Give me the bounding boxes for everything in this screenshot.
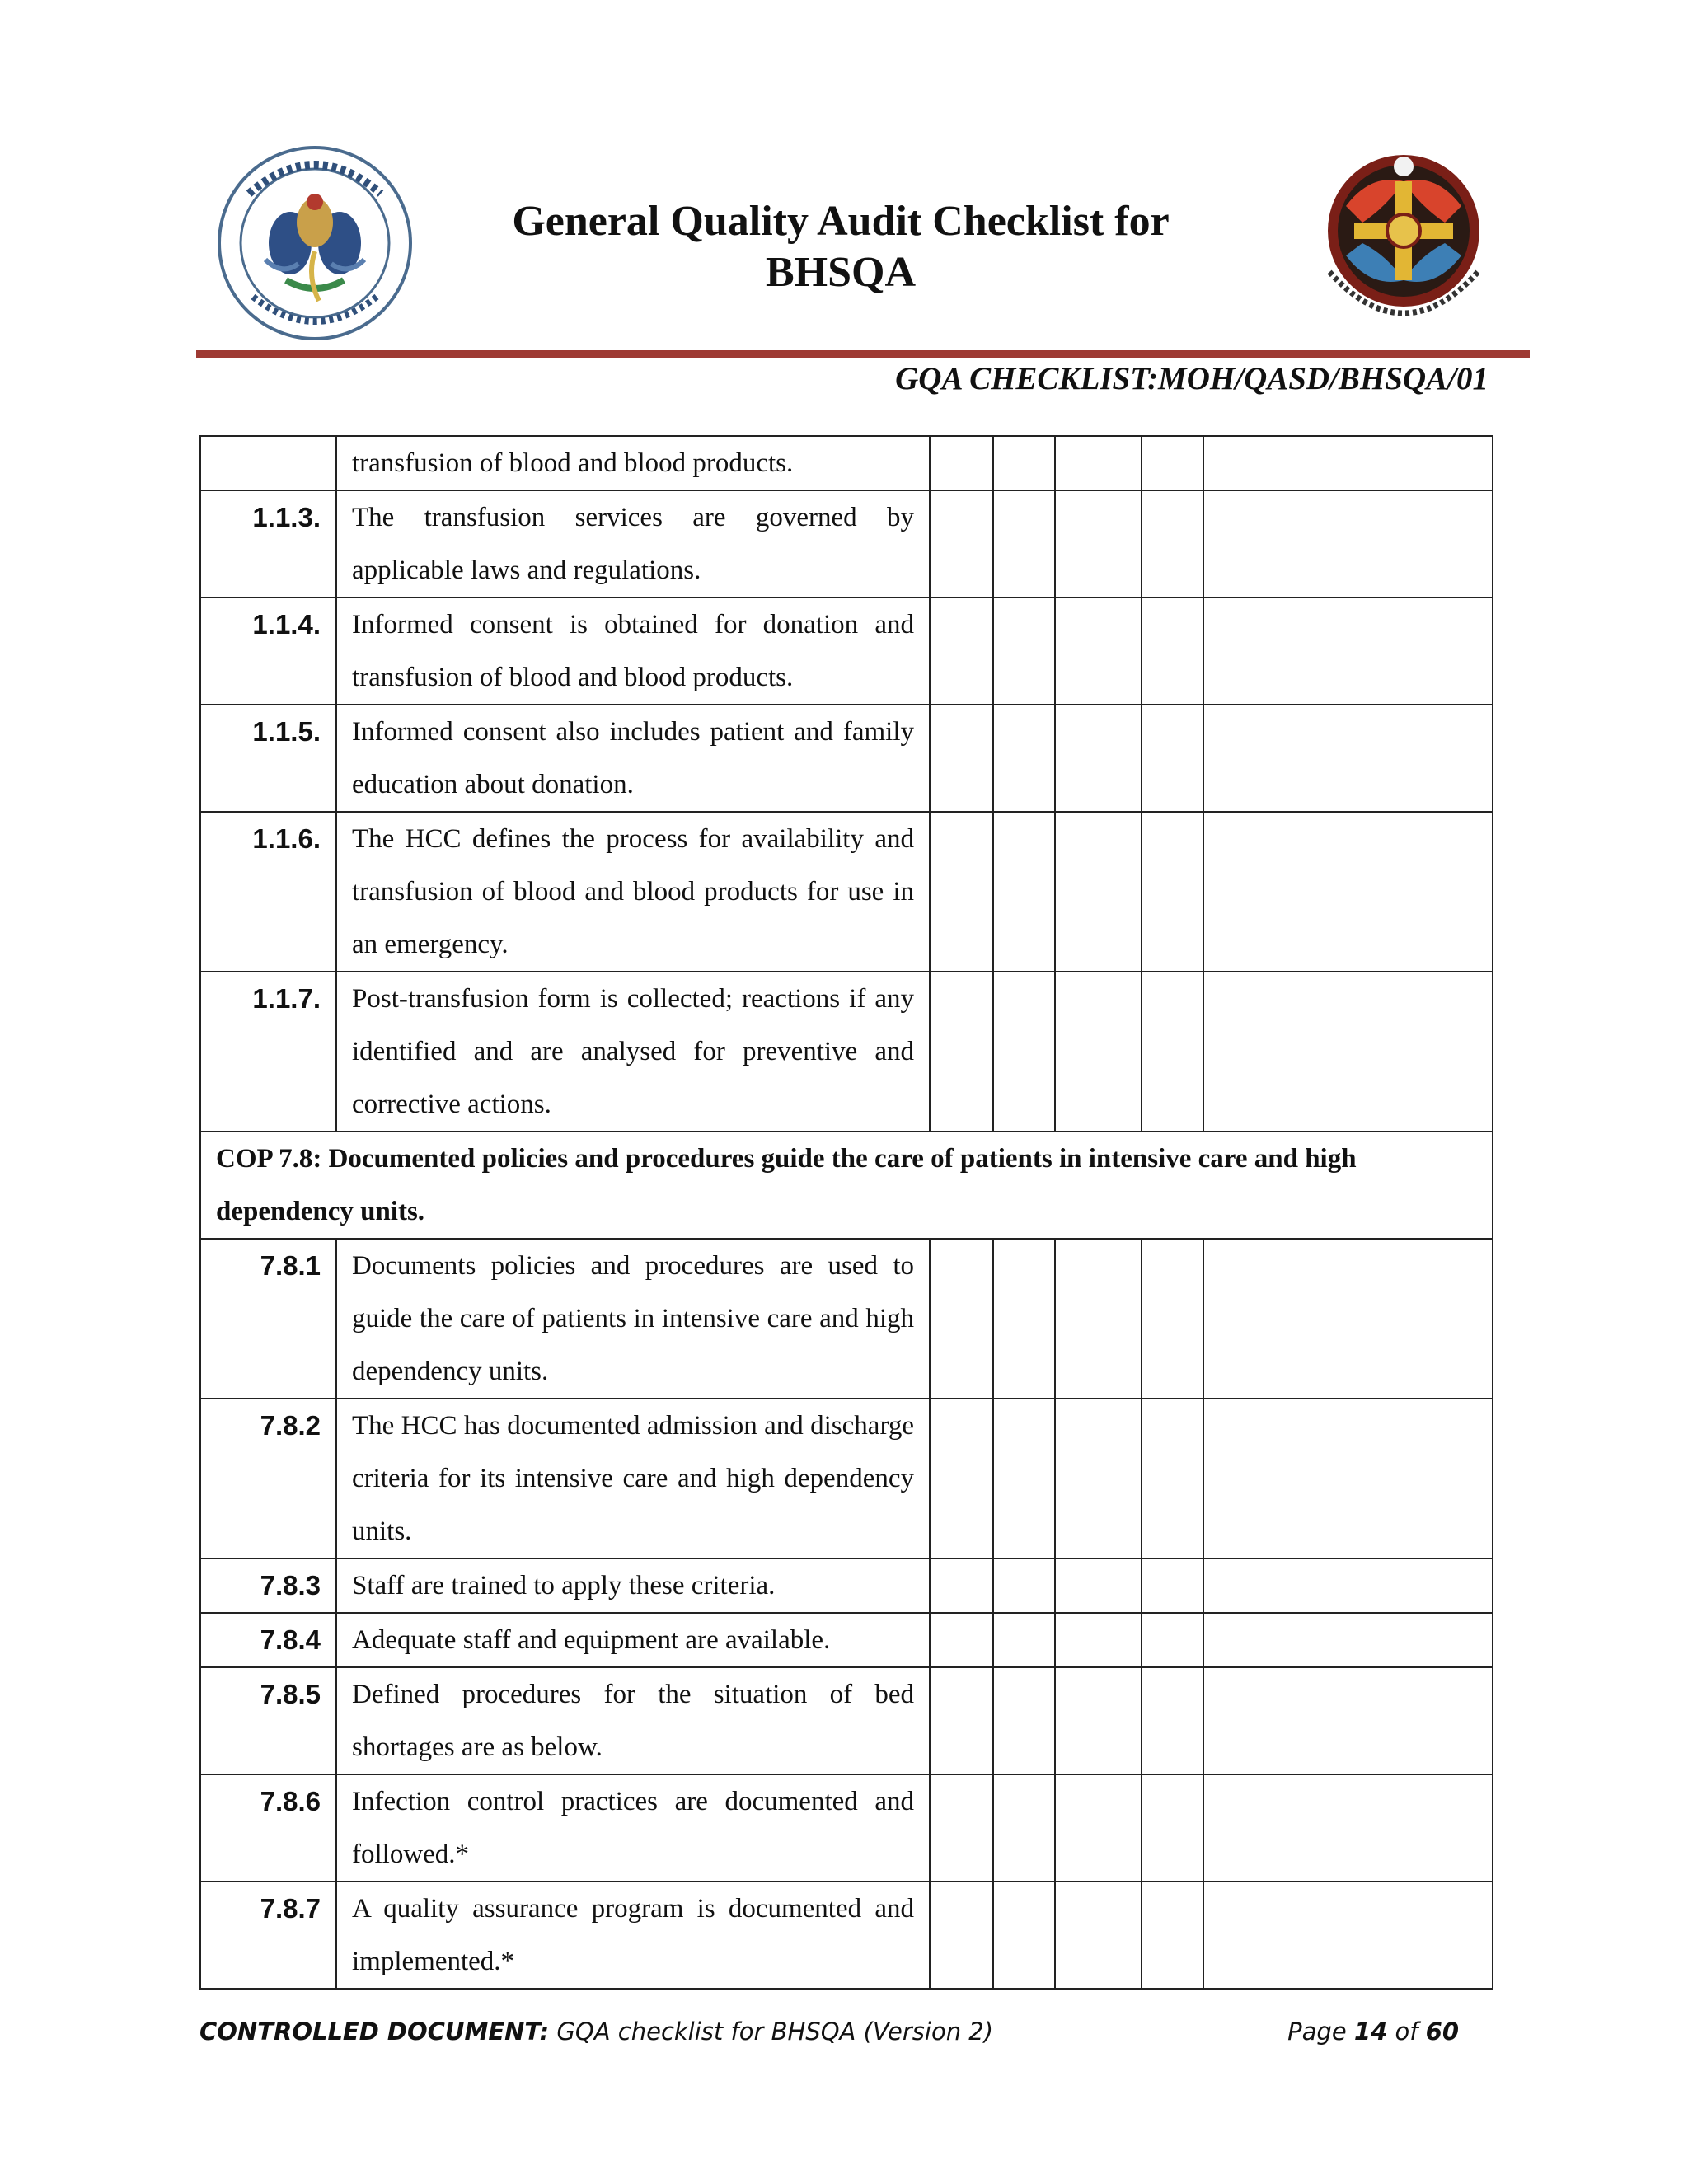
response-cell[interactable]: [993, 1399, 1055, 1558]
response-cell[interactable]: [993, 812, 1055, 972]
item-number: 1.1.7.: [200, 972, 336, 1132]
page-indicator: [1287, 2011, 1459, 2052]
response-cell[interactable]: [930, 1558, 993, 1613]
item-text: Informed consent also includes patient and family education about donation.: [336, 705, 930, 812]
response-cell[interactable]: [1055, 972, 1142, 1132]
item-text: Post-transfusion form is collected; reactions if any identified and are analysed for preventive and corrective actions.: [336, 972, 930, 1132]
item-number: 7.8.2: [200, 1399, 336, 1558]
response-cell[interactable]: [1203, 705, 1493, 812]
table-row: [200, 705, 1493, 812]
response-cell[interactable]: [993, 490, 1055, 598]
response-cell[interactable]: [993, 705, 1055, 812]
response-cell[interactable]: [1055, 436, 1142, 490]
checklist-table-body: [200, 436, 1493, 1989]
table-row: [200, 1882, 1493, 1989]
item-text: Informed consent is obtained for donation and transfusion of blood and blood products.: [336, 598, 930, 705]
item-number: 1.1.3.: [200, 490, 336, 598]
response-cell[interactable]: [1203, 1558, 1493, 1613]
header-divider-rule: [196, 350, 1530, 358]
page-number: 14: [1353, 2018, 1388, 2046]
response-cell[interactable]: [1203, 1882, 1493, 1989]
response-cell[interactable]: [1203, 1774, 1493, 1882]
table-row: [200, 1667, 1493, 1774]
response-cell[interactable]: [930, 598, 993, 705]
table-row: [200, 436, 1493, 490]
response-cell[interactable]: [1203, 490, 1493, 598]
response-cell[interactable]: [1055, 1774, 1142, 1882]
table-row: [200, 1774, 1493, 1882]
response-cell[interactable]: [930, 1667, 993, 1774]
response-cell[interactable]: [1142, 705, 1203, 812]
item-number: 7.8.7: [200, 1882, 336, 1989]
document-title: [445, 196, 1236, 298]
response-cell[interactable]: [1055, 1399, 1142, 1558]
response-cell[interactable]: [930, 1613, 993, 1667]
response-cell[interactable]: [1203, 598, 1493, 705]
response-cell[interactable]: [1203, 1399, 1493, 1558]
response-cell[interactable]: [993, 1882, 1055, 1989]
response-cell[interactable]: [1142, 812, 1203, 972]
response-cell[interactable]: [1055, 1667, 1142, 1774]
response-cell[interactable]: [993, 1239, 1055, 1399]
response-cell[interactable]: [1142, 1613, 1203, 1667]
table-row: [200, 490, 1493, 598]
response-cell[interactable]: [930, 1239, 993, 1399]
response-cell[interactable]: [1142, 1882, 1203, 1989]
response-cell[interactable]: [930, 705, 993, 812]
table-row: [200, 1399, 1493, 1558]
item-text: Infection control practices are documented and followed.*: [336, 1774, 930, 1882]
response-cell[interactable]: [993, 1613, 1055, 1667]
item-text: The transfusion services are governed by applicable laws and regulations.: [336, 490, 930, 598]
item-number: [200, 436, 336, 490]
response-cell[interactable]: [1142, 972, 1203, 1132]
response-cell[interactable]: [1142, 598, 1203, 705]
controlled-document-label: CONTROLLED DOCUMENT:: [199, 2018, 550, 2046]
response-cell[interactable]: [1142, 436, 1203, 490]
footer-document-info: [199, 2011, 993, 2052]
item-number: 7.8.5: [200, 1667, 336, 1774]
response-cell[interactable]: [1203, 1667, 1493, 1774]
table-row: [200, 598, 1493, 705]
item-text: transfusion of blood and blood products.: [336, 436, 930, 490]
item-number: 7.8.6: [200, 1774, 336, 1882]
item-number: 7.8.1: [200, 1239, 336, 1399]
response-cell[interactable]: [1055, 598, 1142, 705]
response-cell[interactable]: [1142, 1667, 1203, 1774]
response-cell[interactable]: [930, 436, 993, 490]
response-cell[interactable]: [1055, 1239, 1142, 1399]
item-text: Staff are trained to apply these criteria.: [336, 1558, 930, 1613]
response-cell[interactable]: [993, 436, 1055, 490]
item-number: 7.8.4: [200, 1613, 336, 1667]
response-cell[interactable]: [1142, 1239, 1203, 1399]
response-cell[interactable]: [1203, 812, 1493, 972]
footer-document-name: GQA checklist for BHSQA (Version 2): [556, 2018, 994, 2046]
response-cell[interactable]: [1055, 1613, 1142, 1667]
ministry-seal-logo: [216, 144, 414, 342]
table-row: [200, 972, 1493, 1132]
item-text: The HCC has documented admission and discharge criteria for its intensive care and high dependency units.: [336, 1399, 930, 1558]
table-row: [200, 1558, 1493, 1613]
section-header-row: [200, 1132, 1493, 1239]
item-text: The HCC defines the process for availability and transfusion of blood and blood products for use in an emergency.: [336, 812, 930, 972]
item-number: 1.1.4.: [200, 598, 336, 705]
table-row: [200, 812, 1493, 972]
page-total: 60: [1425, 2018, 1459, 2046]
response-cell[interactable]: [930, 972, 993, 1132]
item-text: Documents policies and procedures are used to guide the care of patients in intensive care and high dependency units.: [336, 1239, 930, 1399]
response-cell[interactable]: [1055, 705, 1142, 812]
response-cell[interactable]: [1142, 490, 1203, 598]
item-number: 1.1.5.: [200, 705, 336, 812]
section-header-text: COP 7.8: Documented policies and procedures guide the care of patients in intensive care and high dependency units.: [200, 1132, 1493, 1239]
of-word: of: [1395, 2018, 1418, 2046]
response-cell[interactable]: [1055, 1882, 1142, 1989]
response-cell[interactable]: [1203, 1613, 1493, 1667]
response-cell[interactable]: [930, 1882, 993, 1989]
response-cell[interactable]: [993, 972, 1055, 1132]
item-number: 7.8.3: [200, 1558, 336, 1613]
response-cell[interactable]: [930, 812, 993, 972]
response-cell[interactable]: [930, 1774, 993, 1882]
checklist-table: [199, 435, 1493, 1990]
title-line-1: General Quality Audit Checklist for: [512, 198, 1170, 245]
response-cell[interactable]: [1142, 1399, 1203, 1558]
response-cell[interactable]: [1055, 1558, 1142, 1613]
response-cell[interactable]: [1055, 812, 1142, 972]
item-text: Adequate staff and equipment are available.: [336, 1613, 930, 1667]
item-number: 1.1.6.: [200, 812, 336, 972]
table-row: [200, 1613, 1493, 1667]
response-cell[interactable]: [993, 1558, 1055, 1613]
response-cell[interactable]: [1203, 1239, 1493, 1399]
response-cell[interactable]: [993, 1774, 1055, 1882]
response-cell[interactable]: [993, 598, 1055, 705]
item-text: Defined procedures for the situation of bed shortages are as below.: [336, 1667, 930, 1774]
item-text: A quality assurance program is documented and implemented.*: [336, 1882, 930, 1989]
page-word: Page: [1287, 2018, 1347, 2046]
response-cell[interactable]: [930, 490, 993, 598]
response-cell[interactable]: [1203, 972, 1493, 1132]
title-line-2: BHSQA: [765, 249, 917, 296]
response-cell[interactable]: [1055, 490, 1142, 598]
response-cell[interactable]: [1142, 1774, 1203, 1882]
response-cell[interactable]: [1142, 1558, 1203, 1613]
national-emblem-logo: [1313, 148, 1494, 342]
response-cell[interactable]: [1203, 436, 1493, 490]
document-code: GQA CHECKLIST:MOH/QASD/BHSQA/01: [895, 361, 1489, 396]
response-cell[interactable]: [930, 1399, 993, 1558]
page-footer: [199, 2011, 1459, 2052]
response-cell[interactable]: [993, 1667, 1055, 1774]
table-row: [200, 1239, 1493, 1399]
